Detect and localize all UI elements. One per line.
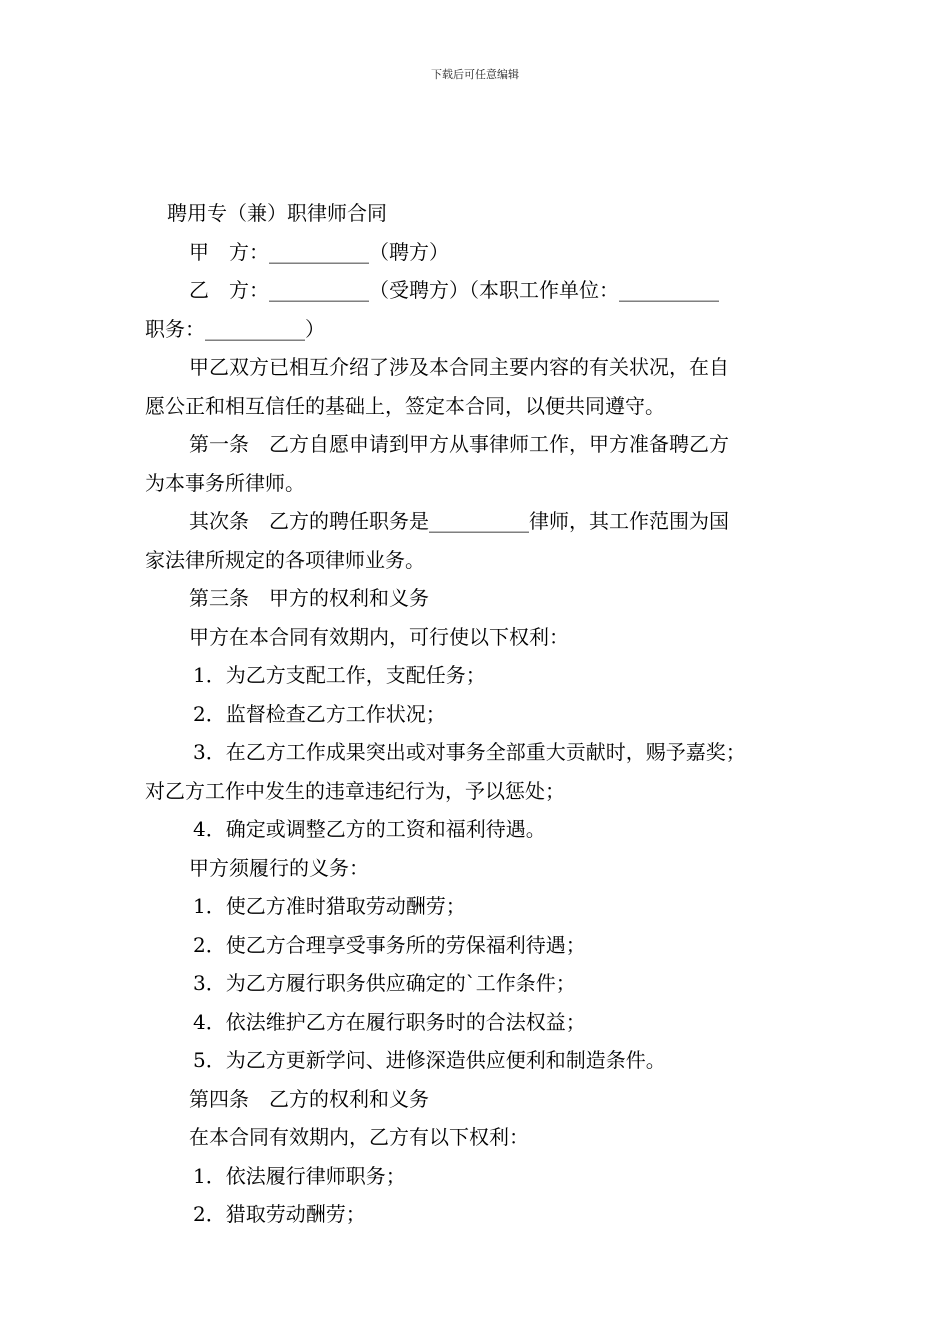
document-line: 4．依法维护乙方在履行职务时的合法权益； (193, 1009, 586, 1034)
document-line: 乙 方：__________（受聘方）（本职工作单位：__________ (189, 278, 719, 302)
document-line: 甲 方：__________（聘方） (189, 239, 449, 264)
document-line: 甲方在本合同有效期内，可行使以下权利： (189, 624, 569, 649)
document-line: 第一条 乙方自愿申请到甲方从事律师工作，甲方准备聘乙方 (189, 432, 729, 456)
document-line: 1．为乙方支配工作，支配任务； (193, 663, 486, 687)
document-line: 甲乙双方已相互介绍了涉及本合同主要内容的有关状况，在自 (189, 355, 729, 379)
document-line: 愿公正和相互信任的基础上，签定本合同，以便共同遵守。 (145, 393, 665, 418)
document-line: 职务：__________） (145, 316, 325, 341)
contract-document (145, 194, 815, 1234)
document-title: 聘用专（兼）职律师合同 (167, 201, 387, 225)
document-line: 1．使乙方准时猎取劳动酬劳； (193, 894, 466, 918)
document-line: 3．在乙方工作成果突出或对事务全部重大贡献时，赐予嘉奖； (193, 740, 746, 764)
document-line: 对乙方工作中发生的违章违纪行为，予以惩处； (145, 778, 565, 803)
document-line: 为本事务所律师。 (145, 470, 305, 495)
document-body (145, 233, 815, 1234)
document-line: 在本合同有效期内，乙方有以下权利： (189, 1125, 529, 1149)
document-line: 3．为乙方履行职务供应确定的`工作条件； (193, 971, 576, 995)
document-line: 家法律所规定的各项律师业务。 (145, 547, 425, 572)
document-line: 2．监督检查乙方工作状况； (193, 701, 446, 726)
document-line: 2．使乙方合理享受事务所的劳保福利待遇； (193, 932, 586, 957)
document-line: 1．依法履行律师职务； (193, 1163, 406, 1188)
document-line: 第四条 乙方的权利和义务 (189, 1086, 429, 1111)
document-line: 5．为乙方更新学问、进修深造供应便利和制造条件。 (193, 1048, 666, 1072)
document-line: 其次条 乙方的聘任职务是__________律师，其工作范围为国 (189, 509, 729, 533)
header-note: 下载后可任意编辑 (431, 68, 519, 81)
document-line: 2．猎取劳动酬劳； (193, 1202, 366, 1226)
document-line: 4．确定或调整乙方的工资和福利待遇。 (193, 817, 546, 841)
document-line: 甲方须履行的义务： (189, 855, 369, 880)
document-line: 第三条 甲方的权利和义务 (189, 586, 429, 610)
